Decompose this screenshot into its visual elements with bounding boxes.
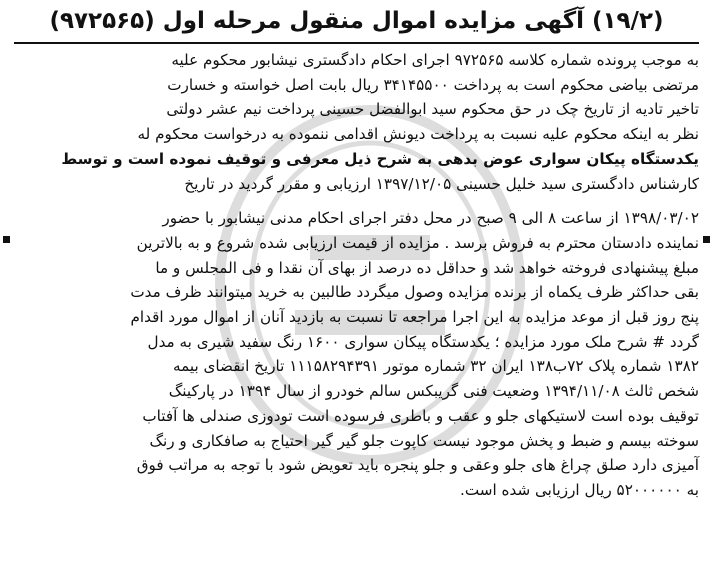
paragraph-line: گردد # شرح ملک مورد مزایده ؛ یکدستگاه پیکان سواری ۱۶۰۰ رنگ سفید شیری به مدل xyxy=(147,332,699,351)
notice-paragraph-2 xyxy=(14,206,699,502)
paragraph-line: آمیزی دارد صلق چراغ های جلو وعقی و جلو پنجره باید تعویض شود با توجه به مراتب فوق xyxy=(136,456,699,475)
paragraph-line: ۱۳۹۸/۰۳/۰۲ از ساعت ۸ الی ۹ صبح در محل دفتر اجرای احکام مدنی نیشابور با حضور xyxy=(162,209,699,228)
paragraph-line: سوخته بیسم و ضبط و پخش موجود نیست کاپوت جلو گیر گیر احتیاج به صافکاری و رنگ xyxy=(149,431,699,450)
section-marker-left-icon xyxy=(3,236,10,243)
notice-paragraph-1 xyxy=(14,48,699,196)
paragraph-line: ۱۳۸۲ شماره پلاک ۷۲ب۱۳۸ ایران ۳۲ شماره موتور ۱۱۱۵۸۲۹۴۳۹۱ تاریخ انقضای بیمه xyxy=(172,357,699,376)
paragraph-line: تاخیر تادیه از تاریخ چک در حق محکوم سید ابوالفضل حسینی پرداخت نیم عشر دولتی xyxy=(166,100,699,119)
notice-title: (۱۹/۲) آگهی مزایده اموال منقول مرحله اول (۹۷۲۵۶۵) xyxy=(49,8,664,34)
paragraph-line: به موجب پرونده شماره کلاسه ۹۷۲۵۶۵ اجرای احکام دادگستری نیشابور محکوم علیه xyxy=(171,51,699,69)
paragraph-line: نظر به اینکه محکوم علیه نسبت به پرداخت دیونش اقدامی ننموده به درخواست محکوم له xyxy=(137,125,699,144)
paragraph-gap xyxy=(14,196,699,206)
section-marker-right-icon xyxy=(703,236,710,243)
paragraph-line: توقیف بوده است لاستیکهای جلو و عقب و باطری فرسوده است تودوزی صندلی ها آفتاب xyxy=(142,406,699,425)
paragraph-line: پنج روز قبل از موعد مزایده به این اجرا مراجعه تا نسبت به بازدید آنان از اموال مورد اقدام xyxy=(130,308,699,327)
paragraph-line: نماینده دادستان محترم به فروش برسد . مزایده از قیمت ارزیابی شده شروع و به بالاترین xyxy=(136,233,699,252)
paragraph-line: مبلغ پیشنهادی فروخته خواهد شد و حداقل ده درصد از بهای آن نقدا و فی المجلس و ما xyxy=(155,258,699,277)
paragraph-line: کارشناس دادگستری سید خلیل حسینی ۱۳۹۷/۱۲/۰۵ ارزیابی و مقرر گردید در تاریخ xyxy=(184,174,699,193)
paragraph-line: مرتضی بیاضی محکوم است به پرداخت ۳۴۱۴۵۵۰۰ ریال بابت اصل خواسته و خسارت xyxy=(167,75,699,94)
paragraph-line: به ۵۲۰۰۰۰۰۰ ریال ارزیابی شده است. xyxy=(460,480,699,499)
paragraph-line: یکدستگاه پیکان سواری عوض بدهی به شرح ذیل معرفی و توقیف نموده است و توسط xyxy=(61,149,699,168)
paragraph-line: شخص ثالث ۱۳۹۴/۱۱/۰۸ وضعیت فنی گریبکس سالم خودرو از سال ۱۳۹۴ در پارکینگ xyxy=(168,382,699,401)
title-divider xyxy=(14,42,699,44)
paragraph-line: بقی حداکثر ظرف یکماه از برنده مزایده وصول میگردد طالبین به خرید میتوانند ظرف مدت xyxy=(130,283,699,302)
